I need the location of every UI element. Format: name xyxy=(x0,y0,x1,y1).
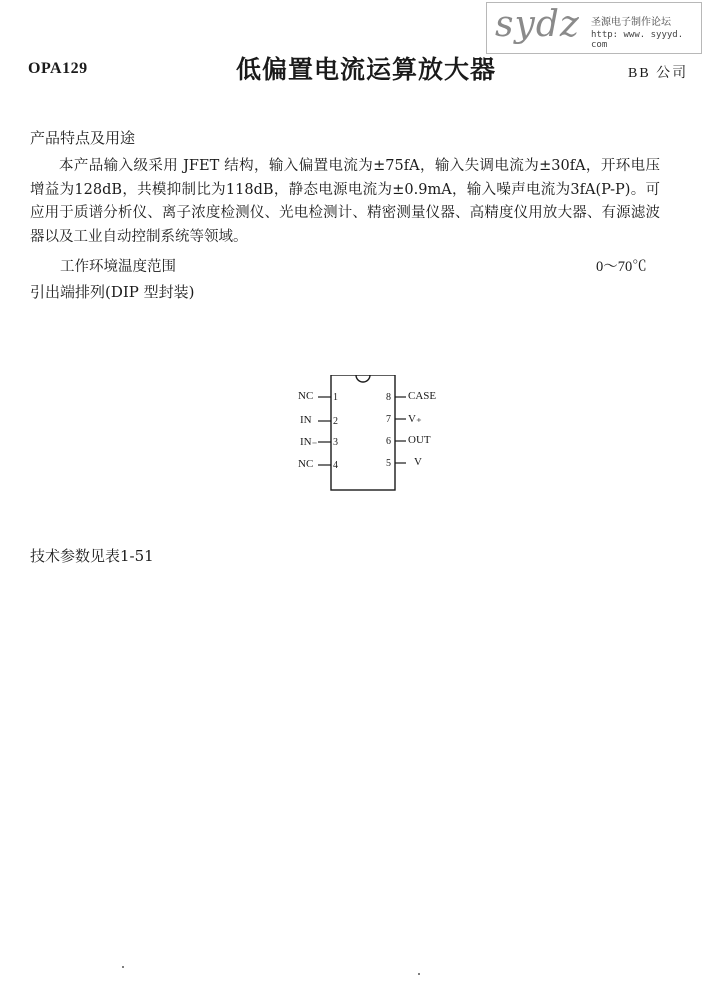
pin-6-number: 6 xyxy=(386,436,391,447)
page-title: 低偏置电流运算放大器 xyxy=(236,55,497,84)
company-name: BB 公司 xyxy=(628,66,689,81)
pin-7-number: 7 xyxy=(386,414,391,425)
scan-speck xyxy=(418,973,420,975)
logo-script-text: sydz xyxy=(495,4,580,45)
pin-8-number: 8 xyxy=(386,392,391,403)
features-heading: 产品特点及用途 xyxy=(30,129,136,147)
part-number: OPA129 xyxy=(28,60,88,77)
site-watermark-logo xyxy=(486,2,702,54)
pin-5-number: 5 xyxy=(386,458,391,469)
dip-notch xyxy=(356,375,370,382)
technical-reference: 技术参数见表1-51 xyxy=(30,547,154,565)
pin-2-number: 2 xyxy=(333,416,338,427)
pin-6-label: OUT xyxy=(408,434,431,446)
scan-speck xyxy=(122,966,124,968)
env-temp-label: 工作环境温度范围 xyxy=(60,259,176,275)
pinout-heading: 引出端排列(DIP 型封装) xyxy=(30,283,195,301)
env-temp-value: 0～70℃ xyxy=(596,259,647,275)
pin-2-label: IN xyxy=(300,414,312,426)
pin-1-label: NC xyxy=(298,390,314,402)
pin-4-label: NC xyxy=(298,458,314,470)
features-paragraph: 本产品输入级采用 JFET 结构，输入偏置电流为±75fA，输入失调电流为±30fA，开环电压增益为128dB，共模抑制比为118dB，静态电源电流为±0.9mA，输入噪声电流为3fA(P-P)。可应用于质谱分析仪、离子浓度检测仪、光电检测计、精密测量仪器、高精度仪用放大器、有源滤波器以及工业自动控制系统等领域。 xyxy=(30,158,660,245)
logo-site-url: http: www. syyyd. com xyxy=(591,30,684,50)
pin-3-number: 3 xyxy=(333,437,338,448)
pin-5-label: V xyxy=(414,456,422,468)
pin-1-number: 1 xyxy=(333,392,338,403)
pin-7-label: V₊ xyxy=(408,413,422,425)
pin-3-label: IN₋ xyxy=(300,436,318,448)
logo-site-name: 圣源电子制作论坛 xyxy=(591,17,671,28)
pin-4-number: 4 xyxy=(333,460,338,471)
pin-8-label: CASE xyxy=(408,390,437,402)
dip-package-diagram xyxy=(280,375,460,495)
